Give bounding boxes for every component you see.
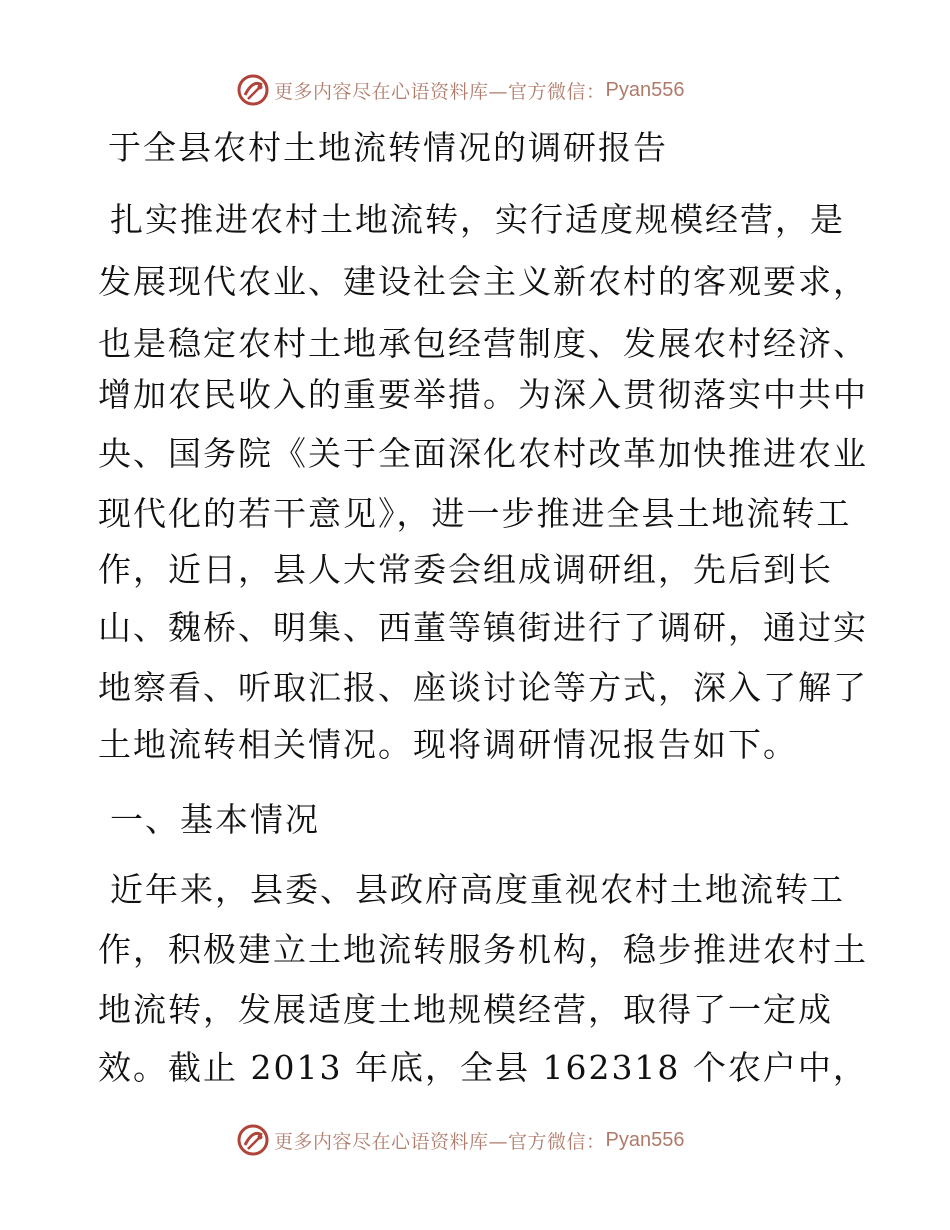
- paragraph-line: 作，积极建立土地流转服务机构，稳步推进农村土: [98, 930, 868, 969]
- paragraph-line: 近年来，县委、县政府高度重视农村土地流转工: [110, 870, 845, 909]
- paragraph-line: 现代化的若干意见》，进一步推进全县土地流转工: [98, 494, 852, 533]
- watermark-text: 更多内容尽在心语资料库—官方微信：: [274, 1130, 606, 1153]
- paragraph-line: 地察看、听取汇报、座谈讨论等方式，深入了解了: [98, 668, 868, 707]
- paragraph-line: 作，近日，县人大常委会组成调研组，先后到长: [98, 550, 833, 589]
- paragraph-line: 增加农民收入的重要举措。为深入贯彻落实中共中: [98, 375, 868, 414]
- section-heading: 一、基本情况: [110, 800, 320, 839]
- paragraph-line: 央、国务院《关于全面深化农村改革加快推进农业: [98, 434, 868, 473]
- watermark-logo-icon: [236, 73, 270, 107]
- paragraph-line: 土地流转相关情况。现将调研情况报告如下。: [98, 725, 798, 764]
- watermark-logo-icon: [236, 1123, 270, 1157]
- header-watermark: [236, 72, 684, 108]
- paragraph-line: 也是稳定农村土地承包经营制度、发展农村经济、: [98, 324, 868, 363]
- paragraph-line: 效。截止 2013 年底，全县 162318 个农户中，: [98, 1048, 868, 1087]
- paragraph-line: 地流转，发展适度土地规模经营，取得了一定成: [98, 990, 833, 1029]
- document-title: 于全县农村土地流转情况的调研报告: [108, 128, 668, 167]
- watermark-wechat-id: Pyan556: [605, 78, 685, 101]
- footer-watermark: [236, 1122, 684, 1158]
- watermark-text: 更多内容尽在心语资料库—官方微信：: [274, 80, 606, 103]
- paragraph-line: 扎实推进农村土地流转，实行适度规模经营，是: [110, 200, 845, 239]
- paragraph-line: 发展现代农业、建设社会主义新农村的客观要求，: [98, 262, 868, 301]
- watermark-wechat-id: Pyan556: [605, 1128, 685, 1151]
- paragraph-line: 山、魏桥、明集、西董等镇街进行了调研，通过实: [98, 608, 868, 647]
